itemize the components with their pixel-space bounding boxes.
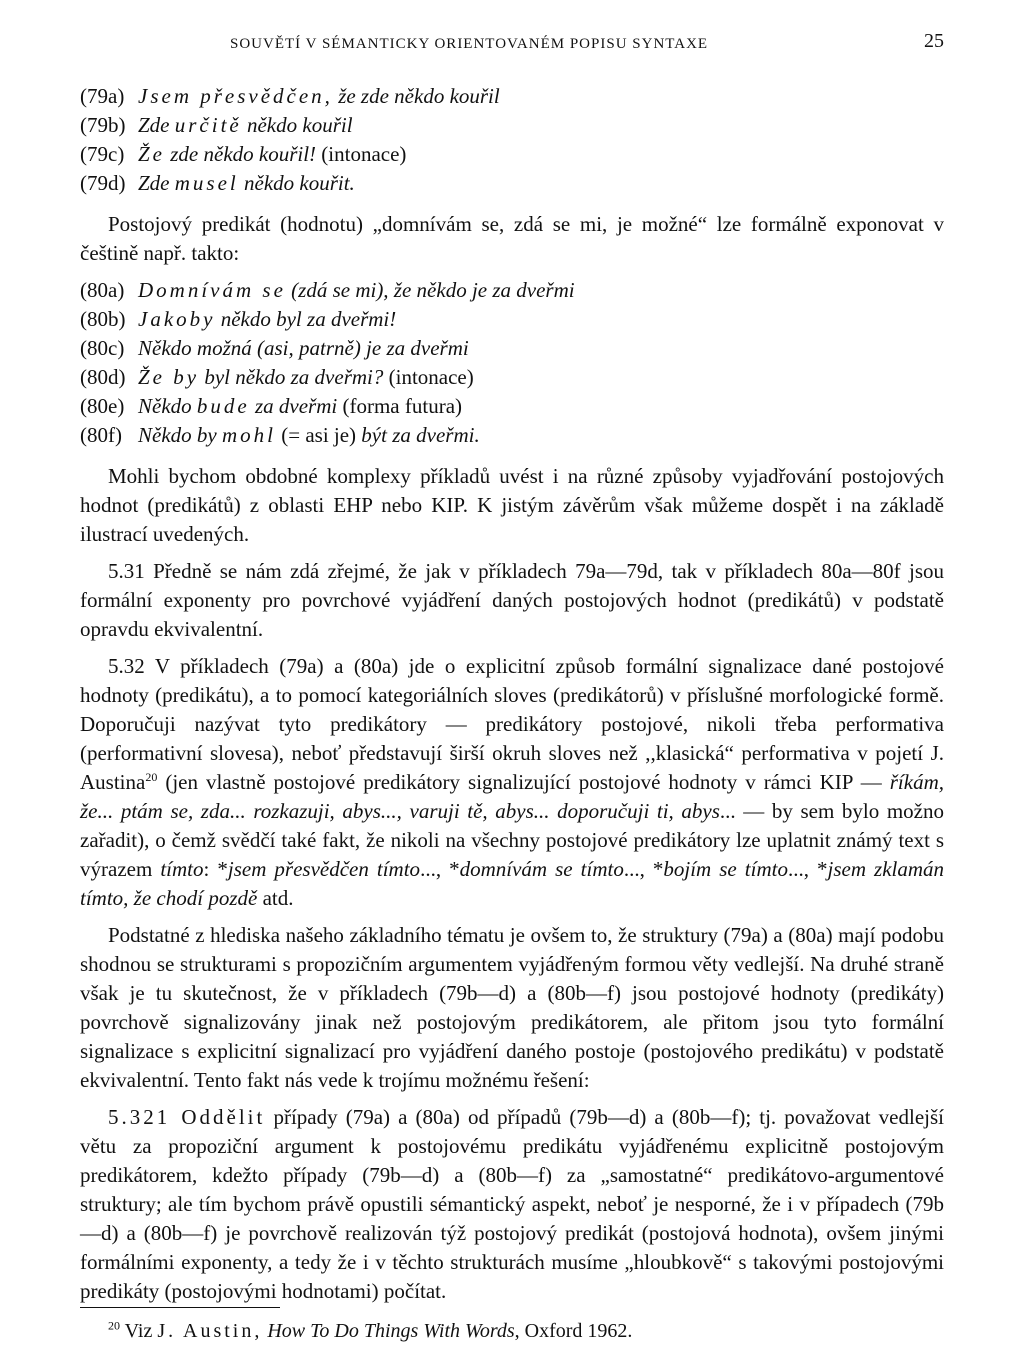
example-80c: (80c) Někdo možná (asi, patrně) je za dveřmi	[80, 336, 469, 360]
examples-80	[80, 276, 944, 450]
paragraph-2: Mohli bychom obdobné komplexy příkladů uvést i na různé způsoby vyjadřování postojových hodnot (predikátů) z oblasti EHP nebo KIP. K jistým závěrům však můžeme dospět i na základě ilustrací uvedených.	[80, 464, 944, 546]
running-title: SOUVĚTÍ V SÉMANTICKY ORIENTOVANÉM POPISU SYNTAXE	[230, 36, 709, 52]
example-79c: (79c) Že zde někdo kouřil! (intonace)	[80, 142, 407, 166]
running-head	[80, 30, 944, 62]
section-5-321: 5.321 Oddělit případy (79a) a (80a) od případů (79b—d) a (80b—f); tj. považovat vedlejší větu za propoziční argument k postojovému predikátu vyjádřenému explicitně postojovým predikátorem, kdežto případy (79b—d) a (80b—f) za „samostatné“ predikátovo-argumentové struktury; ale tím bychom právě opustili sémantický aspekt, neboť je nesporné, že i v případech (79b—d) a (80b—f) je povrchově realizován týž postojový predikát (postojová hodnota), ovšem jinými formálními exponenty, a tedy že i v těchto strukturách musíme „hloubkově“ s takovými postojovými predikáty (postojovými hodnotami) počítat.	[80, 1105, 945, 1303]
footnote-20: $^{20}$ Viz J. Austin, How To Do Things With Words, Oxford 1962.	[108, 1318, 633, 1342]
example-80d: (80d) Že by byl někdo za dveřmi? (intonace)	[80, 365, 474, 389]
example-79a: (79a) Jsem přesvědčen, že zde někdo kouřil	[80, 84, 500, 108]
example-79b: (79b) Zde určitě někdo kouřil	[80, 113, 353, 137]
example-80e: (80e) Někdo bude za dveřmi (forma futura)	[80, 394, 463, 418]
section-5-31: 5.31 Předně se nám zdá zřejmé, že jak v příkladech 79a—79d, tak v příkladech 80a—80f jsou formální exponenty pro povrchové vyjádření daných postojových hodnot (predikátů) v podstatě opravdu ekvivalentní.	[80, 559, 944, 641]
example-80f: (80f) Někdo by mohl (= asi je) být za dveřmi.	[80, 423, 480, 447]
examples-79	[80, 82, 944, 198]
page-number: 25	[924, 30, 944, 52]
body-text	[80, 82, 944, 1306]
example-79d: (79d) Zde musel někdo kouřit.	[80, 171, 355, 195]
footnote-rule	[80, 1307, 280, 1308]
footnote-ref-20: 20	[145, 770, 158, 784]
paragraph-3: Podstatné z hlediska našeho základního tématu je ovšem to, že struktury (79a) a (80a) mají podobu shodnou se strukturami s propozičním argumentem vyjádřeným formou věty vedlejší. Na druhé straně však je tu skutečnost, že v příkladech (79b—d) a (80b—f) jsou postojové hodnoty (predikáty) povrchově signalizovány jinak než postojovým predikátorem, ale přitom jsou tyto formální signalizace s explicitní signalizací pro vyjádření daného postoje (postojového predikátu) v podstatě ekvivalentní. Tento fakt nás vede k trojímu možnému řešení:	[80, 923, 944, 1092]
section-5-32: 5.32 V příkladech (79a) a (80a) jde o explicitní způsob formální signalizace dané postojové hodnoty (predikátu), a to pomocí kategoriálních sloves (predikátorů) v příslušné morfologické formě. Doporučuji nazývat tyto predikátory — predikátory postojové, nikoli třeba performativa (performativní slovesa), neboť představují širší okruh sloves než ,,klasická“ performativa v pojetí J. Austina$^{20}$ (jen vlastně postojové predikátory signalizující postojové hodnoty v rámci KIP — říkám, že... ptám se, zda... rozkazuji, abys..., varuji tě, abys... doporučuji ti, abys... — by sem bylo možno zařadit), o čemž svědčí také fakt, že nikoli na všechny postojové predikátory lze uplatnit známý text s výrazem tímto: *jsem přesvědčen tímto..., *domnívám se tímto..., *bojím se tímto..., *jsem zklamán tímto, že chodí pozdě atd.	[80, 654, 945, 910]
page	[80, 30, 944, 1306]
paragraph-1: Postojový predikát (hodnotu) „domnívám se, zdá se mi, je možné“ lze formálně exponovat v češtině např. takto:	[80, 212, 944, 265]
example-80b: (80b) Jakoby někdo byl za dveřmi!	[80, 307, 397, 331]
example-80a: (80a) Domnívám se (zdá se mi), že někdo je za dveřmi	[80, 278, 575, 302]
